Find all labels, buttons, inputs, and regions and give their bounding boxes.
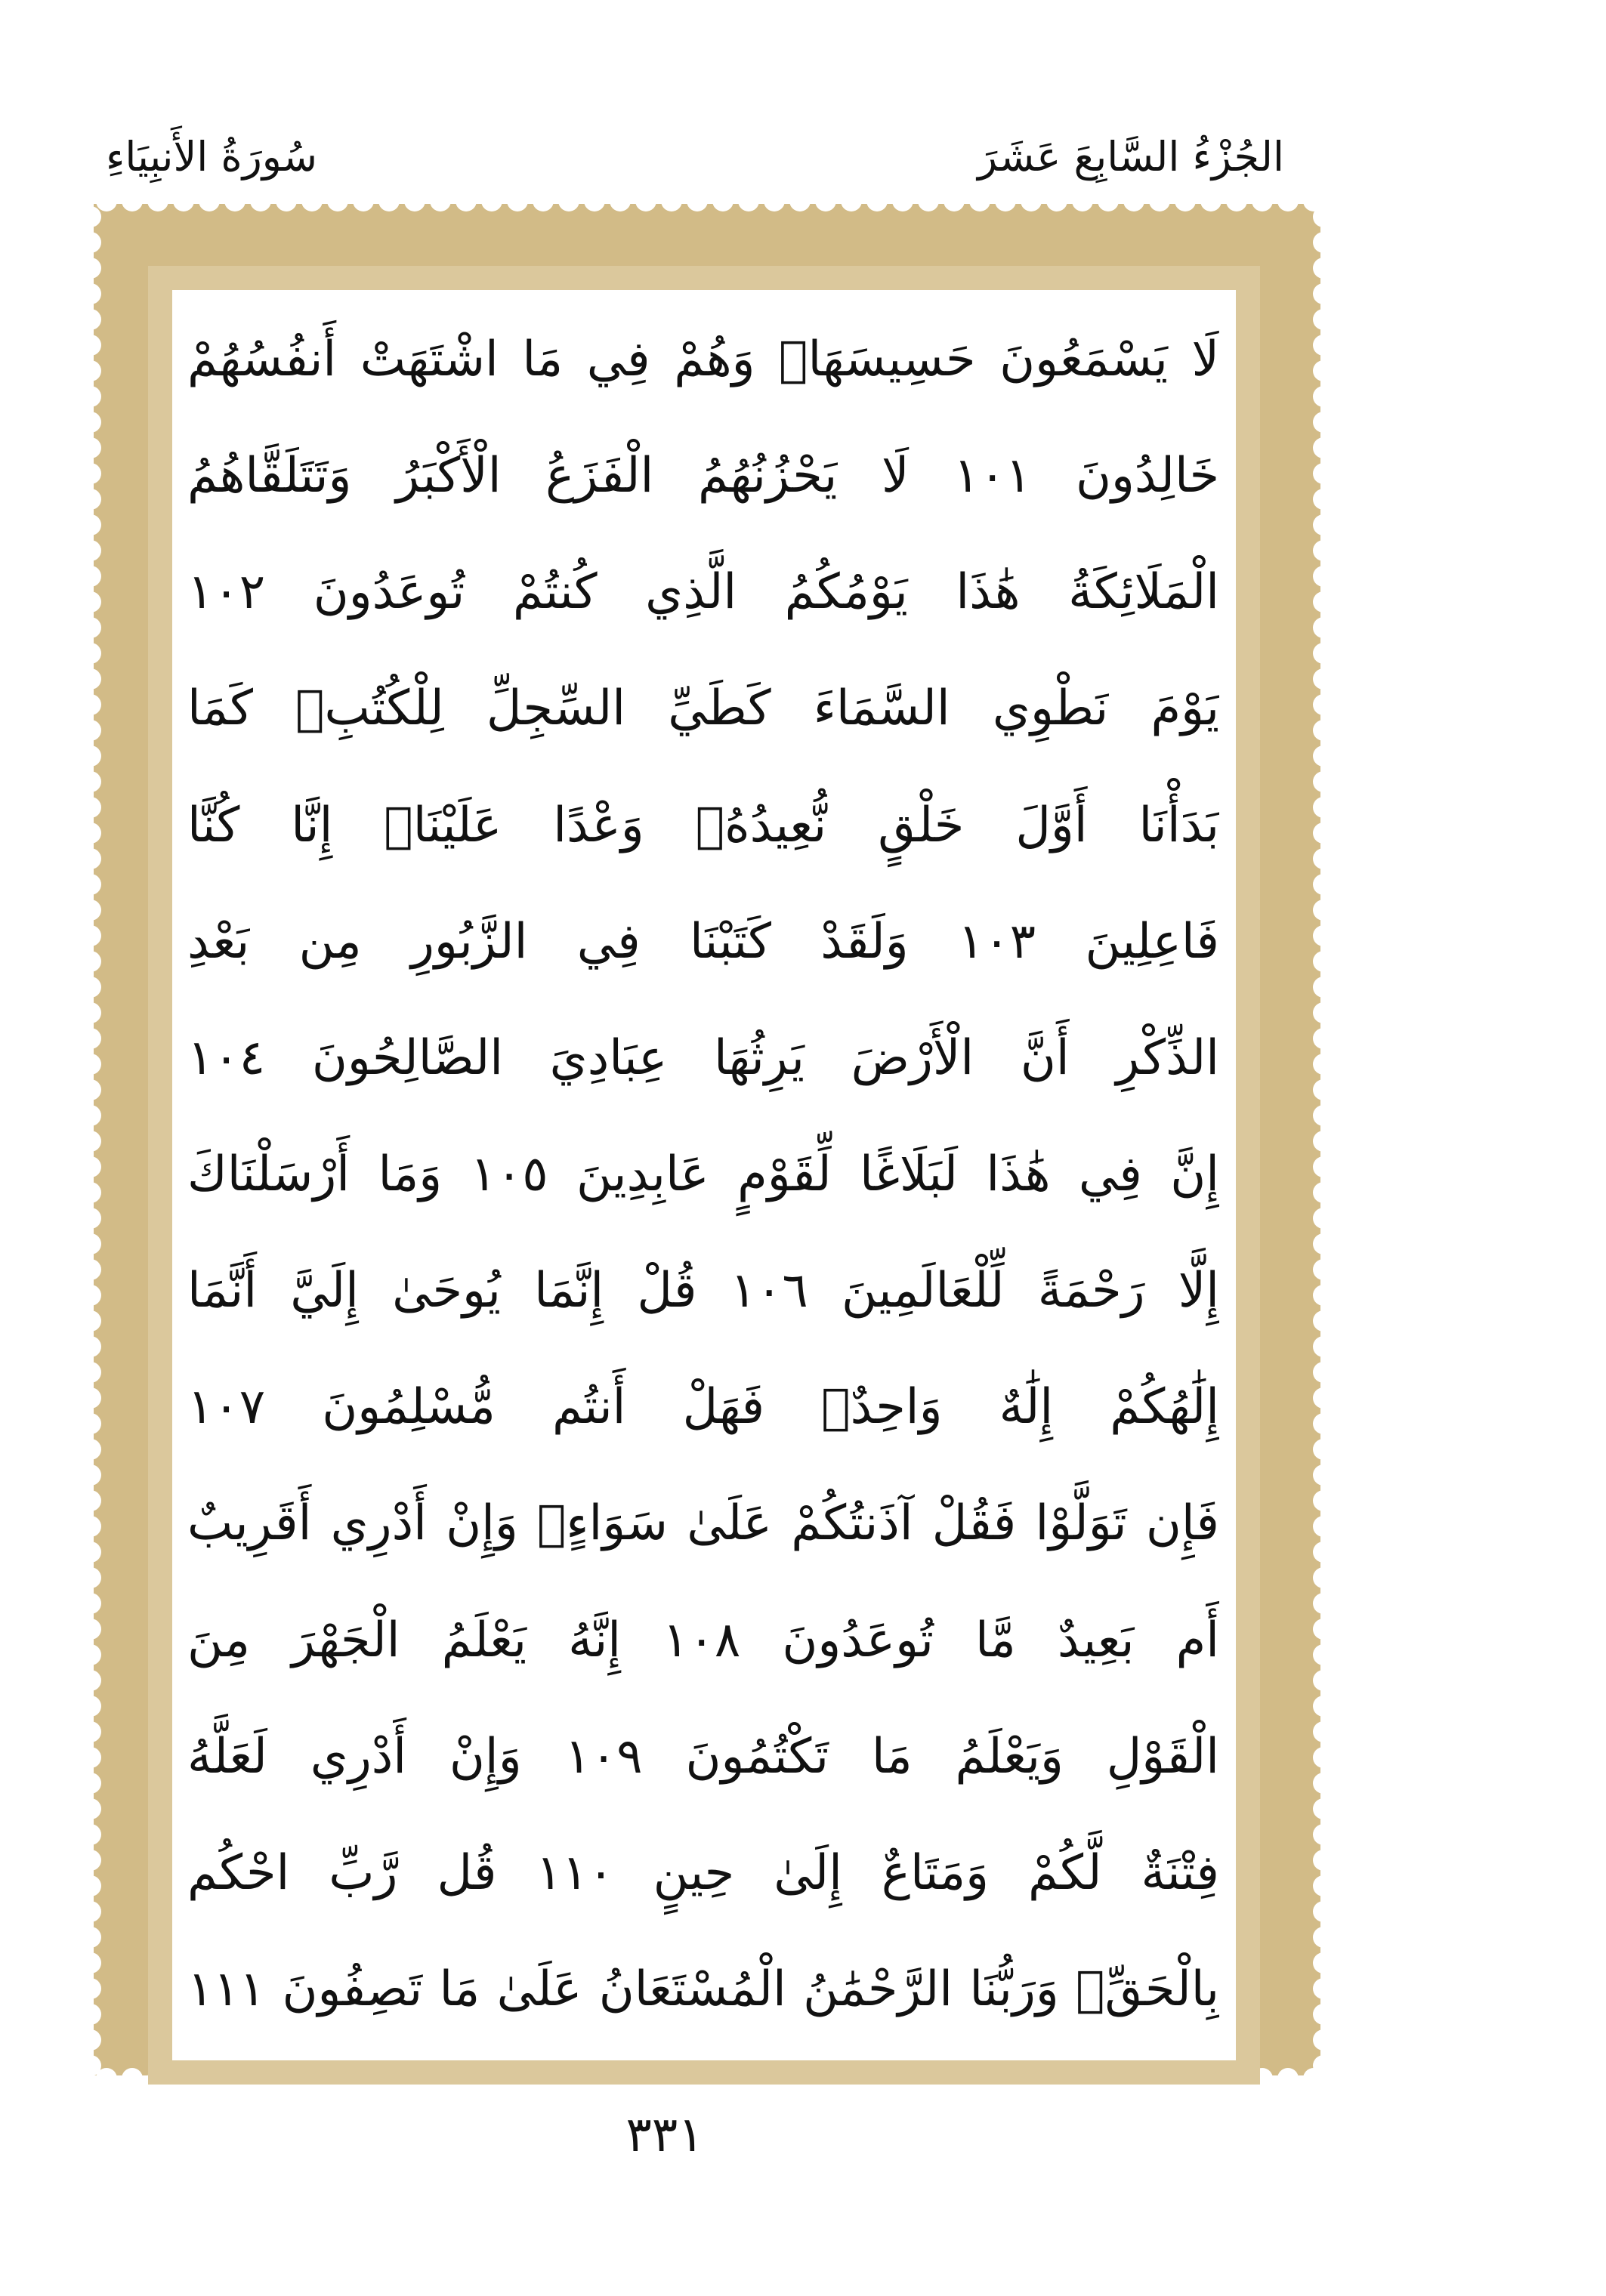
text-line: يَوْمَ نَطْوِي السَّمَاءَ كَطَيِّ السِّجِلِّ لِلْكُتُبِۚ كَمَا (187, 680, 1219, 737)
text-line: لَا يَسْمَعُونَ حَسِيسَهَاۖ وَهُمْ فِي مَا اشْتَهَتْ أَنفُسُهُمْ (187, 332, 1219, 387)
text-line: فَإِن تَوَلَّوْا فَقُلْ آذَنتُكُمْ عَلَىٰ سَوَاءٍۖ وَإِنْ أَدْرِي أَقَرِيبٌ (187, 1495, 1219, 1552)
text-line: بَدَأْنَا أَوَّلَ خَلْقٍ نُّعِيدُهُۚ وَعْدًا عَلَيْنَاۚ إِنَّا كُنَّا (187, 797, 1219, 853)
text-line: إِنَّ فِي هَٰذَا لَبَلَاغًا لِّقَوْمٍ عَابِدِينَ ١٠٥ وَمَا أَرْسَلْنَاكَ (187, 1146, 1219, 1202)
text-line: إِلَّا رَحْمَةً لِّلْعَالَمِينَ ١٠٦ قُلْ إِنَّمَا يُوحَىٰ إِلَيَّ أَنَّمَا (187, 1263, 1219, 1319)
quran-text-block (187, 306, 1219, 2043)
surah-title: سُورَةُ الأَنبِيَاءِ (106, 133, 317, 181)
text-line: إِلَٰهُكُمْ إِلَٰهٌ وَاحِدٌۖ فَهَلْ أَنتُم مُّسْلِمُونَ ١٠٧ (187, 1379, 1219, 1436)
text-line: خَالِدُونَ ١٠١ لَا يَحْزُنُهُمُ الْفَزَعُ الْأَكْبَرُ وَتَتَلَقَّاهُمُ (187, 448, 1219, 505)
text-line: فَاعِلِينَ ١٠٣ وَلَقَدْ كَتَبْنَا فِي الزَّبُورِ مِن بَعْدِ (187, 913, 1219, 970)
text-line: فِتْنَةٌ لَّكُمْ وَمَتَاعٌ إِلَىٰ حِينٍ ١١٠ قُل رَّبِّ احْكُم (187, 1844, 1219, 1901)
text-line: الْقَوْلِ وَيَعْلَمُ مَا تَكْتُمُونَ ١٠٩ وَإِنْ أَدْرِي لَعَلَّهُ (187, 1728, 1219, 1785)
text-line: الْمَلَائِكَةُ هَٰذَا يَوْمُكُمُ الَّذِي كُنتُمْ تُوعَدُونَ ١٠٢ (187, 564, 1219, 621)
page-number: ٣٣١ (625, 2107, 704, 2163)
text-line: بِالْحَقِّۗ وَرَبُّنَا الرَّحْمَٰنُ الْمُسْتَعَانُ عَلَىٰ مَا تَصِفُونَ ١١١ (187, 1961, 1219, 2017)
text-line: الذِّكْرِ أَنَّ الْأَرْضَ يَرِثُهَا عِبَادِيَ الصَّالِحُونَ ١٠٤ (187, 1029, 1219, 1086)
text-line: أَم بَعِيدٌ مَّا تُوعَدُونَ ١٠٨ إِنَّهُ يَعْلَمُ الْجَهْرَ مِنَ (187, 1612, 1219, 1668)
juz-title: الجُزْءُ السَّابِعَ عَشَرَ (977, 133, 1284, 181)
